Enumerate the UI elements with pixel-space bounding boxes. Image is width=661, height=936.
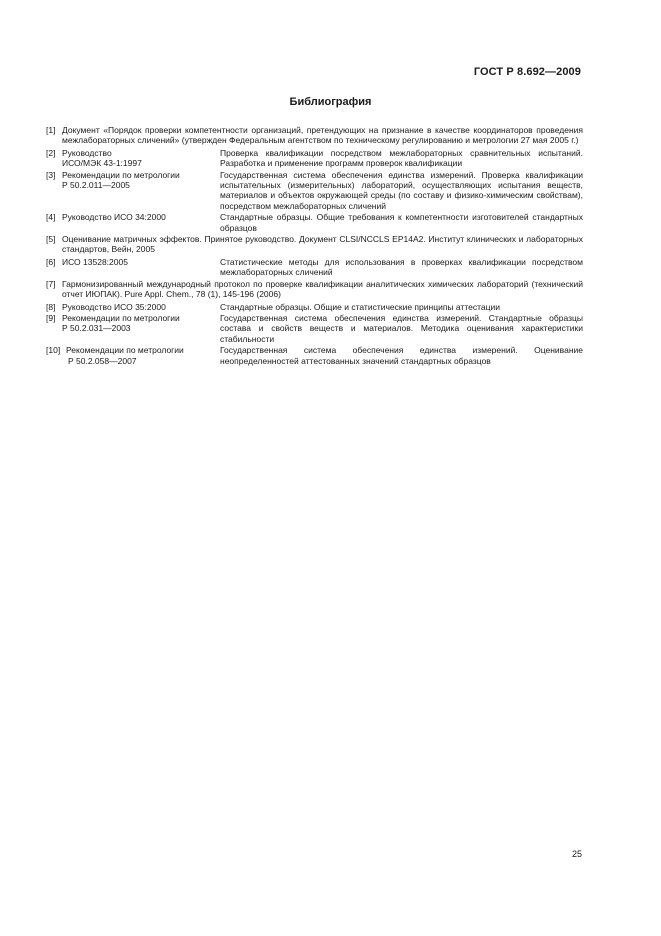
entry-title: Стандартные образцы. Общие требования к компетентности изготовителей стандартных образцов xyxy=(220,212,583,233)
entry-number: [3] xyxy=(46,169,56,180)
entry-title: Государственная система обеспечения единства измерений. Проверка квалификации испытательных (измерительных) лабораторий, осуществляющих испытания веществ, материалов и объектов окружающей среды (по составу и физико-химическим свойствам), посредством межлабораторных сличений xyxy=(220,169,583,211)
entry-number: [4] xyxy=(46,212,56,223)
entry-number: [7] xyxy=(46,278,56,289)
entry-title: Стандартные образцы. Общие и статистические принципы аттестации xyxy=(220,301,500,312)
entry-doc-type: Руководство ИСО 35:2000 xyxy=(62,301,166,312)
standard-number: ГОСТ Р 8.692—2009 xyxy=(473,66,581,78)
bibliography-entry-10 xyxy=(46,345,583,366)
entry-number: [10] xyxy=(46,345,61,356)
entry-number: [1] xyxy=(46,125,56,135)
entry-text xyxy=(46,234,583,255)
entry-number: [8] xyxy=(46,301,56,312)
entry-number: [6] xyxy=(46,256,56,267)
entry-doc-type: Рекомендации по метрологии xyxy=(62,169,180,180)
bibliography-entry-9 xyxy=(46,313,583,344)
entry-doc-code: Р 50.2.011—2005 xyxy=(62,180,130,191)
entry-description: Документ «Порядок проверки компетентности организаций, претендующих на признание в качестве координаторов проведения межлабораторных сличений» (утвержден Федеральным агентством по техническому регулированию и метрологии 27 мая 2005 г.) xyxy=(62,125,583,146)
entry-number: [2] xyxy=(46,147,56,158)
entry-description: Оценивание матричных эффектов. Принятое руководство. Документ CLSI/NCCLS EP14A2. Институт клинических и лабораторных стандартов, Вейн, 2005 xyxy=(62,234,583,255)
entry-doc-code: Р 50.2.031—2003 xyxy=(62,323,131,334)
entry-doc-code: Р 50.2.058—2007 xyxy=(68,355,137,366)
bibliography-entry-7 xyxy=(46,279,583,300)
entry-reference xyxy=(46,313,220,344)
entry-number: [5] xyxy=(46,234,56,245)
entry-doc-code: ИСО/МЭК 43-1:1997 xyxy=(62,158,142,169)
entry-text xyxy=(46,125,583,146)
entry-doc-type: Рекомендации по метрологии xyxy=(62,312,180,323)
bibliography-list xyxy=(46,125,583,367)
entry-doc-type: ИСО 13528:2005 xyxy=(62,256,128,267)
bibliography-entry-3 xyxy=(46,170,583,212)
bibliography-entry-5 xyxy=(46,234,583,255)
bibliography-entry-6 xyxy=(46,257,583,278)
entry-reference xyxy=(46,148,220,169)
bibliography-entry-8 xyxy=(46,302,583,312)
entry-reference xyxy=(46,212,220,233)
entry-title: Государственная система обеспечения единства измерений. Стандартные образцы состава и свойств веществ и материалов. Методика оценивания характеристики стабильности xyxy=(220,312,583,344)
entry-text xyxy=(46,279,583,300)
entry-reference xyxy=(46,345,220,366)
bibliography-entry-4 xyxy=(46,212,583,233)
entry-title: Проверка квалификации посредством межлабораторных сравнительных испытаний. Разработка и применение программ проверок квалификации xyxy=(220,147,583,169)
section-title: Библиография xyxy=(289,96,372,108)
entry-description: Гармонизированный международный протокол по проверке квалификации аналитических химических лабораторий (технический отчет ИЮПАК). Pure Appl. Chem., 78 (1), 145-196 (2006) xyxy=(62,278,583,300)
entry-doc-type: Руководство xyxy=(62,147,112,158)
bibliography-entry-1 xyxy=(46,125,583,146)
entry-doc-type: Рекомендации по метрологии xyxy=(66,345,184,356)
entry-reference xyxy=(46,257,220,278)
entry-number: [9] xyxy=(46,312,56,323)
entry-title: Государственная система обеспечения единства измерений. Оценивание неопределенностей аттестованных значений стандартных образцов xyxy=(220,345,583,366)
entry-reference xyxy=(46,302,220,312)
bibliography-entry-2 xyxy=(46,148,583,169)
entry-reference xyxy=(46,170,220,212)
entry-title: Статистические методы для использования в проверках квалификации посредством межлабораторных сличений xyxy=(220,256,583,278)
page-number: 25 xyxy=(571,849,582,859)
entry-doc-type: Руководство ИСО 34:2000 xyxy=(62,212,166,223)
